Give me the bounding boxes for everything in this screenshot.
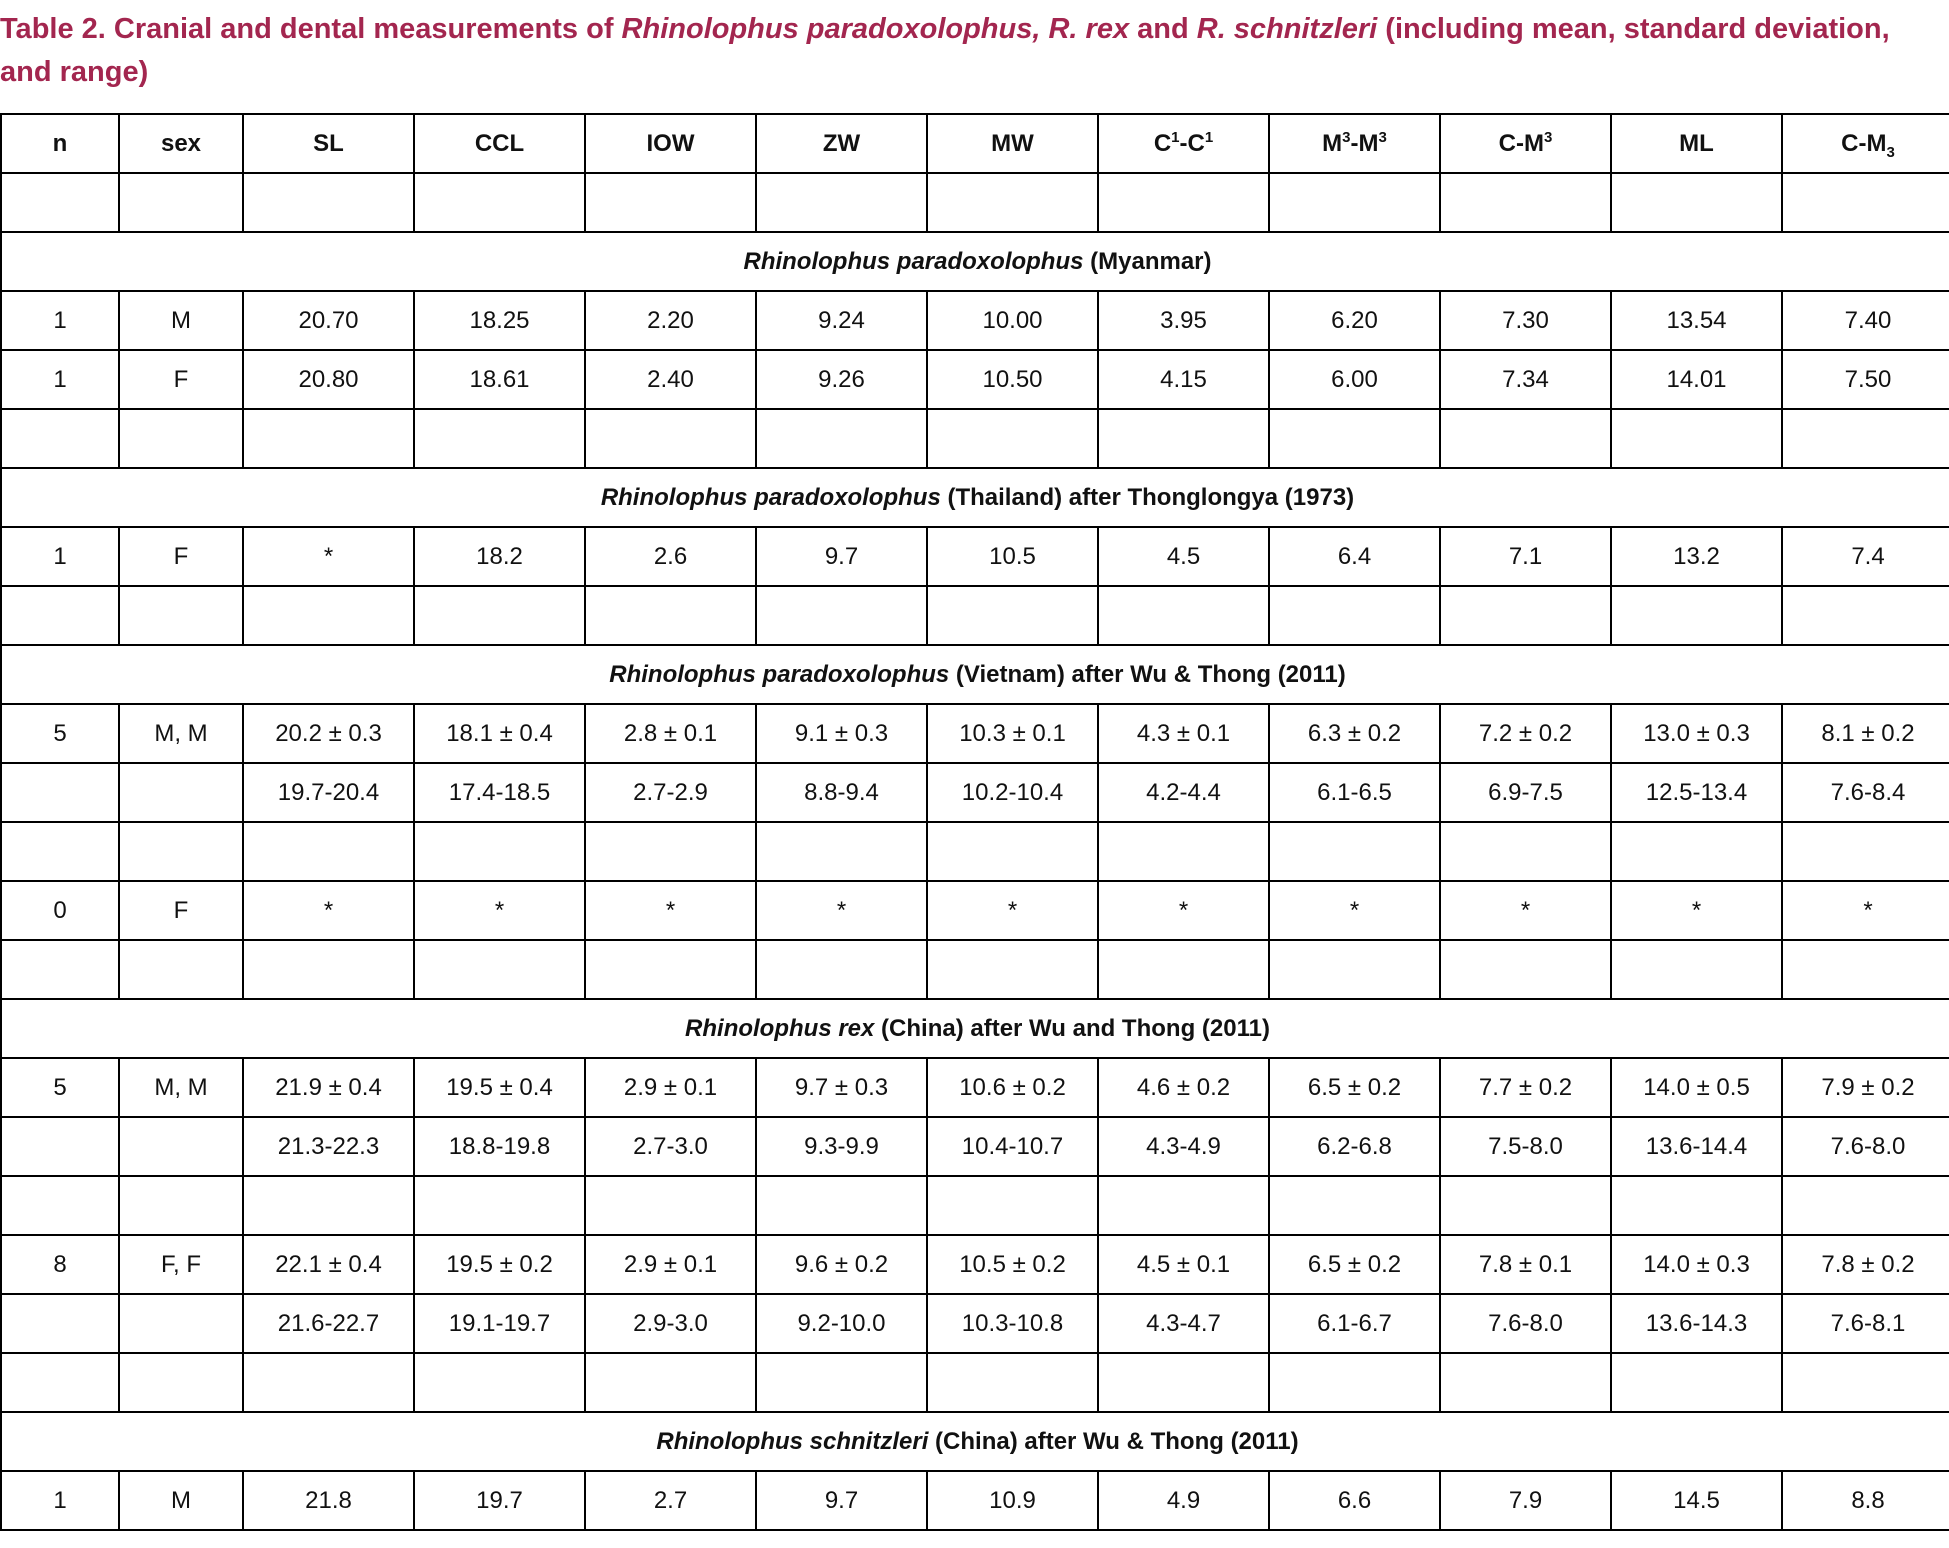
empty-cell	[1440, 173, 1611, 232]
table-cell: 2.9-3.0	[585, 1294, 756, 1353]
empty-cell	[1269, 940, 1440, 999]
section-header-row	[1, 1412, 1949, 1471]
table-cell: 7.30	[1440, 291, 1611, 350]
table-cell: *	[1098, 881, 1269, 940]
table-cell: 9.1 ± 0.3	[756, 704, 927, 763]
table-cell: 6.6	[1269, 1471, 1440, 1530]
empty-cell	[756, 586, 927, 645]
table-cell: 10.2-10.4	[927, 763, 1098, 822]
section-header-row	[1, 645, 1949, 704]
table-cell: 10.00	[927, 291, 1098, 350]
table-cell: 6.4	[1269, 527, 1440, 586]
table-cell: 21.9 ± 0.4	[243, 1058, 414, 1117]
table-cell: 14.01	[1611, 350, 1782, 409]
table-cell: 7.5-8.0	[1440, 1117, 1611, 1176]
empty-cell	[1269, 173, 1440, 232]
table-cell	[1, 763, 119, 822]
column-header	[1440, 114, 1611, 173]
table-cell: *	[243, 881, 414, 940]
table-row	[1, 704, 1949, 763]
table-cell: 18.61	[414, 350, 585, 409]
table-row	[1, 763, 1949, 822]
table-cell	[119, 1117, 243, 1176]
empty-cell	[756, 173, 927, 232]
empty-cell	[1098, 1176, 1269, 1235]
table-cell: 19.1-19.7	[414, 1294, 585, 1353]
column-header	[1611, 114, 1782, 173]
empty-cell	[1098, 173, 1269, 232]
column-header-superscript: 1	[1204, 128, 1214, 146]
table-cell: 7.6-8.0	[1440, 1294, 1611, 1353]
empty-cell	[243, 1353, 414, 1412]
table-cell	[1, 1294, 119, 1353]
column-header-label: ZW	[822, 129, 861, 157]
column-header	[756, 114, 927, 173]
empty-row	[1, 173, 1949, 232]
table-cell: 2.8 ± 0.1	[585, 704, 756, 763]
table-cell: 7.40	[1782, 291, 1949, 350]
table-cell: 6.20	[1269, 291, 1440, 350]
table-cell: 13.0 ± 0.3	[1611, 704, 1782, 763]
empty-cell	[119, 173, 243, 232]
column-header-label: MW	[991, 129, 1034, 157]
caption-text: and	[1129, 13, 1197, 45]
species-name: Rhinolophus schnitzleri	[656, 1427, 929, 1455]
empty-cell	[1611, 1176, 1782, 1235]
table-cell: *	[585, 881, 756, 940]
column-header-label: C	[1153, 129, 1172, 157]
table-cell: *	[1269, 881, 1440, 940]
table-cell	[119, 1294, 243, 1353]
table-cell: 13.54	[1611, 291, 1782, 350]
table-cell: 6.9-7.5	[1440, 763, 1611, 822]
table-cell: 4.15	[1098, 350, 1269, 409]
column-header-label: -C	[1179, 129, 1205, 157]
table-cell: 4.2-4.4	[1098, 763, 1269, 822]
empty-cell	[1269, 409, 1440, 468]
table-row	[1, 1058, 1949, 1117]
caption-species-2: R. schnitzleri	[1196, 13, 1378, 45]
species-name: Rhinolophus rex	[685, 1014, 875, 1042]
table-cell: 14.0 ± 0.5	[1611, 1058, 1782, 1117]
empty-cell	[927, 1353, 1098, 1412]
empty-cell	[1098, 940, 1269, 999]
table-cell: 19.5 ± 0.4	[414, 1058, 585, 1117]
empty-cell	[585, 822, 756, 881]
table-cell: 18.8-19.8	[414, 1117, 585, 1176]
table-cell: 21.3-22.3	[243, 1117, 414, 1176]
header-row	[1, 114, 1949, 173]
empty-cell	[756, 940, 927, 999]
empty-cell	[1, 940, 119, 999]
table-cell: 4.6 ± 0.2	[1098, 1058, 1269, 1117]
table-cell: 14.5	[1611, 1471, 1782, 1530]
empty-cell	[119, 940, 243, 999]
section-title	[1, 999, 1949, 1058]
column-header-label: SL	[313, 129, 344, 157]
column-header-label: CCL	[474, 129, 525, 157]
table-cell: 1	[1, 291, 119, 350]
table-cell: 4.3-4.9	[1098, 1117, 1269, 1176]
empty-cell	[1, 822, 119, 881]
table-cell: M	[119, 291, 243, 350]
table-cell: 2.7-2.9	[585, 763, 756, 822]
table-row	[1, 1117, 1949, 1176]
empty-cell	[1, 1176, 119, 1235]
table-row	[1, 1471, 1949, 1530]
empty-cell	[243, 409, 414, 468]
table-cell: M, M	[119, 1058, 243, 1117]
table-cell: 7.2 ± 0.2	[1440, 704, 1611, 763]
empty-cell	[1782, 586, 1949, 645]
table-cell: 6.5 ± 0.2	[1269, 1058, 1440, 1117]
column-header-superscript: 3	[1342, 128, 1351, 146]
table-cell: 4.5 ± 0.1	[1098, 1235, 1269, 1294]
table-cell: 19.7	[414, 1471, 585, 1530]
table-cell: 18.1 ± 0.4	[414, 704, 585, 763]
empty-cell	[1611, 586, 1782, 645]
table-cell: 7.4	[1782, 527, 1949, 586]
table-cell: 5	[1, 704, 119, 763]
table-cell: 7.7 ± 0.2	[1440, 1058, 1611, 1117]
empty-cell	[1440, 940, 1611, 999]
table-cell: 9.7	[756, 527, 927, 586]
table-cell: 10.5	[927, 527, 1098, 586]
empty-cell	[585, 173, 756, 232]
empty-cell	[414, 940, 585, 999]
table-cell: 2.9 ± 0.1	[585, 1058, 756, 1117]
section-locality: (Thailand) after Thonglongya (1973)	[940, 483, 1355, 511]
table-cell: 2.6	[585, 527, 756, 586]
table-cell: 19.7-20.4	[243, 763, 414, 822]
table-cell: 7.8 ± 0.2	[1782, 1235, 1949, 1294]
empty-cell	[1611, 1353, 1782, 1412]
empty-cell	[1098, 586, 1269, 645]
empty-cell	[1269, 1353, 1440, 1412]
table-cell: 18.25	[414, 291, 585, 350]
column-header	[119, 114, 243, 173]
table-cell: 10.3-10.8	[927, 1294, 1098, 1353]
table-cell: M	[119, 1471, 243, 1530]
empty-row	[1, 822, 1949, 881]
column-header	[1098, 114, 1269, 173]
column-header-label: IOW	[646, 129, 695, 157]
empty-cell	[927, 173, 1098, 232]
column-header-label: n	[52, 129, 68, 157]
table-cell: 6.3 ± 0.2	[1269, 704, 1440, 763]
empty-row	[1, 1353, 1949, 1412]
empty-cell	[1440, 1353, 1611, 1412]
empty-cell	[585, 1353, 756, 1412]
table-cell: 10.3 ± 0.1	[927, 704, 1098, 763]
table-cell: *	[414, 881, 585, 940]
empty-cell	[927, 822, 1098, 881]
caption-text: Table 2. Cranial and dental measurements of	[0, 13, 622, 45]
section-title	[1, 468, 1949, 527]
empty-cell	[1, 409, 119, 468]
empty-cell	[1611, 173, 1782, 232]
table-cell: 2.7	[585, 1471, 756, 1530]
empty-cell	[414, 1176, 585, 1235]
section-header-row	[1, 232, 1949, 291]
column-header-label: -M	[1350, 129, 1379, 157]
table-row	[1, 527, 1949, 586]
table-cell: *	[243, 527, 414, 586]
table-cell: 1	[1, 1471, 119, 1530]
empty-cell	[119, 1176, 243, 1235]
empty-row	[1, 1176, 1949, 1235]
empty-cell	[1611, 822, 1782, 881]
section-locality: (China) after Wu & Thong (2011)	[928, 1427, 1299, 1455]
species-name: Rhinolophus paradoxolophus	[743, 247, 1084, 275]
table-cell: 6.5 ± 0.2	[1269, 1235, 1440, 1294]
empty-cell	[414, 1353, 585, 1412]
empty-cell	[927, 940, 1098, 999]
empty-cell	[1782, 1176, 1949, 1235]
empty-cell	[1, 586, 119, 645]
column-header	[1269, 114, 1440, 173]
table-cell: M, M	[119, 704, 243, 763]
empty-cell	[243, 173, 414, 232]
table-cell: 7.1	[1440, 527, 1611, 586]
empty-cell	[585, 586, 756, 645]
table-cell: 5	[1, 1058, 119, 1117]
species-name: Rhinolophus paradoxolophus	[609, 660, 950, 688]
empty-cell	[119, 1353, 243, 1412]
empty-cell	[1782, 1353, 1949, 1412]
empty-row	[1, 940, 1949, 999]
table-cell: 13.2	[1611, 527, 1782, 586]
empty-cell	[1440, 1176, 1611, 1235]
empty-cell	[585, 1176, 756, 1235]
empty-cell	[1440, 586, 1611, 645]
table-cell: 2.7-3.0	[585, 1117, 756, 1176]
table-cell: 10.5 ± 0.2	[927, 1235, 1098, 1294]
table-cell: 7.34	[1440, 350, 1611, 409]
table-cell: 7.9	[1440, 1471, 1611, 1530]
table-cell: 10.6 ± 0.2	[927, 1058, 1098, 1117]
empty-cell	[1269, 1176, 1440, 1235]
empty-row	[1, 409, 1949, 468]
empty-cell	[927, 586, 1098, 645]
column-header-superscript: 1	[1171, 128, 1180, 146]
empty-cell	[414, 586, 585, 645]
table-cell: 6.2-6.8	[1269, 1117, 1440, 1176]
column-header-label: ML	[1679, 129, 1714, 157]
section-locality: (Myanmar)	[1083, 247, 1212, 275]
empty-cell	[243, 586, 414, 645]
empty-cell	[1440, 409, 1611, 468]
empty-cell	[1098, 1353, 1269, 1412]
table-cell: 7.8 ± 0.1	[1440, 1235, 1611, 1294]
empty-cell	[119, 586, 243, 645]
empty-cell	[756, 1176, 927, 1235]
empty-cell	[927, 1176, 1098, 1235]
column-header	[1, 114, 119, 173]
table-cell: F, F	[119, 1235, 243, 1294]
empty-cell	[119, 409, 243, 468]
empty-cell	[119, 822, 243, 881]
table-row	[1, 1294, 1949, 1353]
column-header-superscript: 3	[1543, 128, 1553, 146]
table-row	[1, 350, 1949, 409]
table-cell: 9.7 ± 0.3	[756, 1058, 927, 1117]
table-cell: 8.8-9.4	[756, 763, 927, 822]
column-header-label: sex	[160, 129, 202, 157]
table-cell: 13.6-14.4	[1611, 1117, 1782, 1176]
table-cell: 7.6-8.4	[1782, 763, 1949, 822]
table-cell: 2.9 ± 0.1	[585, 1235, 756, 1294]
empty-cell	[1782, 173, 1949, 232]
table-cell: 17.4-18.5	[414, 763, 585, 822]
table-cell: 21.8	[243, 1471, 414, 1530]
table-cell: F	[119, 527, 243, 586]
empty-cell	[585, 940, 756, 999]
column-header-subscript: 3	[1886, 143, 1895, 161]
empty-cell	[1611, 940, 1782, 999]
table-cell: 12.5-13.4	[1611, 763, 1782, 822]
section-header-row	[1, 999, 1949, 1058]
column-header	[243, 114, 414, 173]
table-cell: 13.6-14.3	[1611, 1294, 1782, 1353]
table-cell: 6.1-6.7	[1269, 1294, 1440, 1353]
empty-cell	[414, 822, 585, 881]
table-cell: 9.6 ± 0.2	[756, 1235, 927, 1294]
table-header	[1, 114, 1949, 173]
table-cell: 14.0 ± 0.3	[1611, 1235, 1782, 1294]
section-locality: (China) after Wu and Thong (2011)	[874, 1014, 1270, 1042]
table-cell: 9.24	[756, 291, 927, 350]
table-cell: 7.6-8.1	[1782, 1294, 1949, 1353]
table-cell: 20.70	[243, 291, 414, 350]
empty-cell	[1, 173, 119, 232]
table-row	[1, 881, 1949, 940]
empty-cell	[1782, 822, 1949, 881]
empty-cell	[243, 1176, 414, 1235]
table-row	[1, 291, 1949, 350]
empty-cell	[927, 409, 1098, 468]
empty-cell	[243, 822, 414, 881]
table-cell: 2.40	[585, 350, 756, 409]
section-title	[1, 232, 1949, 291]
table-cell: 1	[1, 527, 119, 586]
table-cell	[119, 763, 243, 822]
table-cell: 4.5	[1098, 527, 1269, 586]
empty-cell	[1440, 822, 1611, 881]
table-cell: *	[927, 881, 1098, 940]
empty-cell	[414, 173, 585, 232]
empty-cell	[1611, 409, 1782, 468]
empty-cell	[756, 1353, 927, 1412]
column-header-label: C-M	[1841, 129, 1887, 157]
table-cell: 20.80	[243, 350, 414, 409]
empty-cell	[1098, 822, 1269, 881]
table-caption	[0, 8, 1940, 94]
column-header-label: M	[1322, 129, 1343, 157]
table-body	[1, 173, 1949, 1530]
caption-species-1: Rhinolophus paradoxolophus, R. rex	[621, 13, 1130, 45]
empty-cell	[243, 940, 414, 999]
species-name: Rhinolophus paradoxolophus	[600, 483, 941, 511]
empty-cell	[1, 1353, 119, 1412]
section-header-row	[1, 468, 1949, 527]
caption-text: (including mean, standard deviation, and range)	[0, 13, 1890, 88]
table-cell: 1	[1, 350, 119, 409]
column-header	[414, 114, 585, 173]
table-cell: 10.50	[927, 350, 1098, 409]
table-cell	[1, 1117, 119, 1176]
table-cell: *	[1782, 881, 1949, 940]
table-cell: 7.6-8.0	[1782, 1117, 1949, 1176]
table-cell: 7.9 ± 0.2	[1782, 1058, 1949, 1117]
table-row	[1, 1235, 1949, 1294]
table-cell: 3.95	[1098, 291, 1269, 350]
table-cell: 10.4-10.7	[927, 1117, 1098, 1176]
table-cell: 6.1-6.5	[1269, 763, 1440, 822]
table-cell: 4.9	[1098, 1471, 1269, 1530]
empty-cell	[1782, 940, 1949, 999]
table-cell: 9.2-10.0	[756, 1294, 927, 1353]
table-cell: 8.1 ± 0.2	[1782, 704, 1949, 763]
table-cell: 9.7	[756, 1471, 927, 1530]
empty-cell	[1269, 586, 1440, 645]
section-title	[1, 1412, 1949, 1471]
empty-cell	[585, 409, 756, 468]
table-cell: F	[119, 350, 243, 409]
table-cell: 0	[1, 881, 119, 940]
section-locality: (Vietnam) after Wu & Thong (2011)	[949, 660, 1346, 688]
table-cell: 8.8	[1782, 1471, 1949, 1530]
section-title	[1, 645, 1949, 704]
table-cell: 2.20	[585, 291, 756, 350]
table-cell: *	[756, 881, 927, 940]
table-cell: *	[1611, 881, 1782, 940]
table-cell: 6.00	[1269, 350, 1440, 409]
column-header-superscript: 3	[1378, 128, 1387, 146]
empty-row	[1, 586, 1949, 645]
measurements-table	[0, 113, 1949, 1531]
table-cell: 4.3-4.7	[1098, 1294, 1269, 1353]
table-cell: 10.9	[927, 1471, 1098, 1530]
column-header	[927, 114, 1098, 173]
table-cell: 9.3-9.9	[756, 1117, 927, 1176]
empty-cell	[1098, 409, 1269, 468]
table-cell: 7.50	[1782, 350, 1949, 409]
table-cell: 20.2 ± 0.3	[243, 704, 414, 763]
column-header	[585, 114, 756, 173]
table-cell: 22.1 ± 0.4	[243, 1235, 414, 1294]
table-cell: 8	[1, 1235, 119, 1294]
table-cell: 4.3 ± 0.1	[1098, 704, 1269, 763]
table-cell: *	[1440, 881, 1611, 940]
table-cell: 9.26	[756, 350, 927, 409]
table-cell: 18.2	[414, 527, 585, 586]
table-cell: 19.5 ± 0.2	[414, 1235, 585, 1294]
column-header	[1782, 114, 1949, 173]
table-cell: F	[119, 881, 243, 940]
empty-cell	[414, 409, 585, 468]
column-header-label: C-M	[1498, 129, 1544, 157]
empty-cell	[756, 822, 927, 881]
empty-cell	[1269, 822, 1440, 881]
empty-cell	[756, 409, 927, 468]
empty-cell	[1782, 409, 1949, 468]
table-cell: 21.6-22.7	[243, 1294, 414, 1353]
